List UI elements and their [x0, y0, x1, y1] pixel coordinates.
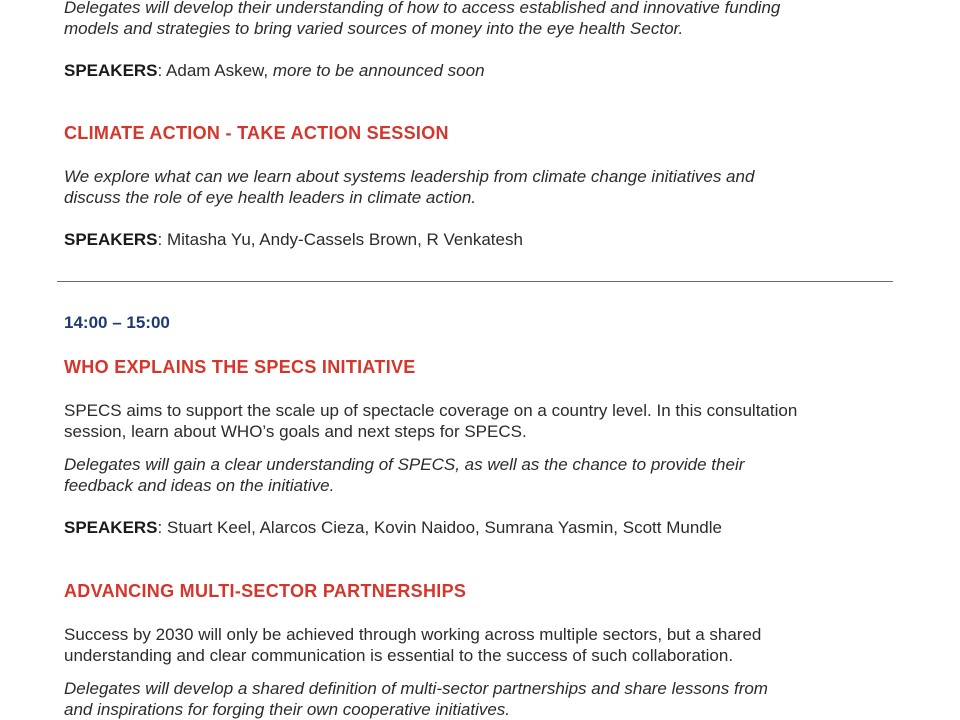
speakers-separator: : — [157, 61, 163, 80]
speakers-names: Adam Askew, — [162, 61, 273, 80]
session-body-line: session, learn about WHO’s goals and next steps for SPECS. — [64, 422, 527, 441]
section-divider — [57, 281, 893, 282]
speakers-label: SPEAKERS — [64, 230, 158, 249]
session-description-line: discuss the role of eye health leaders in climate action. — [64, 188, 477, 207]
session-body-line: understanding and clear communication is essential to the success of such collaboration. — [64, 646, 734, 665]
session-title-climate: CLIMATE ACTION - TAKE ACTION SESSION — [64, 123, 449, 143]
session-description-line: models and strategies to bring varied sources of money into the eye health Sector. — [64, 19, 684, 38]
session-body-line: Success by 2030 will only be achieved through working across multiple sectors, but a shared — [64, 625, 762, 644]
session-title-partnerships: ADVANCING MULTI-SECTOR PARTNERSHIPS — [64, 581, 467, 601]
session-body-line: SPECS aims to support the scale up of spectacle coverage on a country level. In this consultation — [64, 401, 798, 420]
speakers-more: more to be announced soon — [272, 61, 485, 80]
speakers-label: SPEAKERS — [64, 518, 158, 537]
session-description-line: and inspirations for forging their own cooperative initiatives. — [64, 700, 511, 719]
session-title-specs: WHO EXPLAINS THE SPECS INITIATIVE — [64, 357, 416, 377]
session-description-line: We explore what can we learn about systems leadership from climate change initiatives and — [64, 167, 755, 186]
speakers-line — [64, 517, 896, 538]
session-description-line: Delegates will gain a clear understanding of SPECS, as well as the chance to provide their — [64, 455, 745, 474]
session-description-line: Delegates will develop a shared definition of multi-sector partnerships and share lessons from — [64, 679, 768, 698]
speakers-line — [64, 60, 896, 81]
speakers-line — [64, 229, 896, 250]
session-description-line: Delegates will develop their understanding of how to access established and innovative funding — [64, 0, 781, 17]
speakers-names: : Stuart Keel, Alarcos Cieza, Kovin Naidoo, Sumrana Yasmin, Scott Mundle — [157, 518, 722, 537]
session-description-line: feedback and ideas on the initiative. — [64, 476, 335, 495]
time-slot: 14:00 – 15:00 — [64, 313, 170, 332]
speakers-names: : Mitasha Yu, Andy-Cassels Brown, R Venkatesh — [157, 230, 523, 249]
speakers-label: SPEAKERS — [64, 61, 158, 80]
